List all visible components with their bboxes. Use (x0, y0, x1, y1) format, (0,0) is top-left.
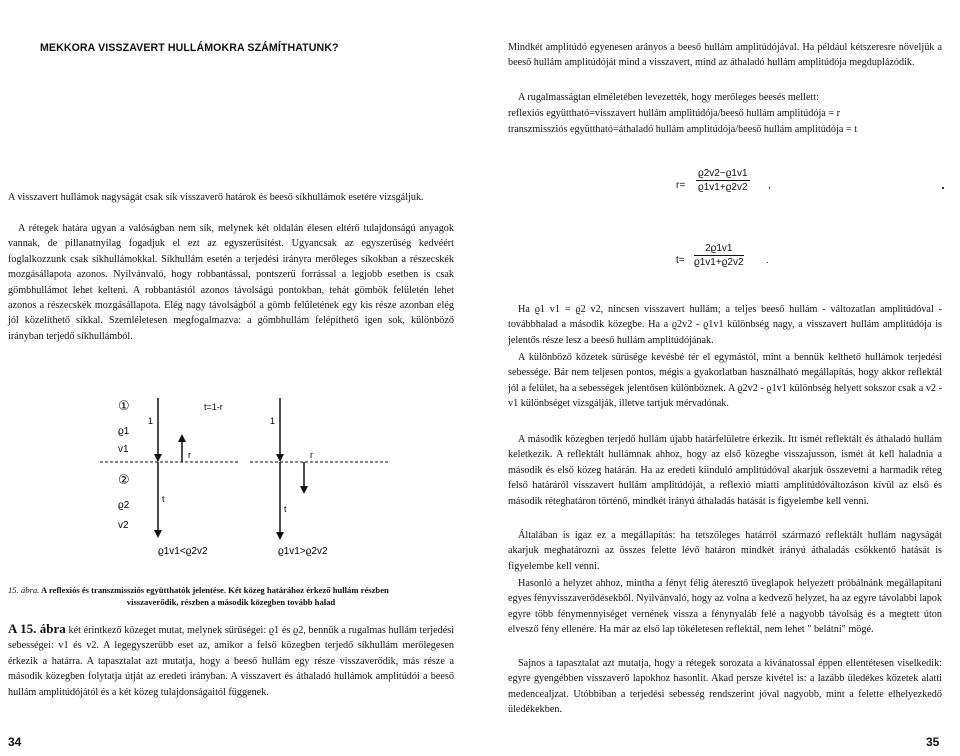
condition-left: ϱ1v1<ϱ2v2 (158, 546, 208, 557)
left-paragraph-2: A rétegek határa ugyan a valóságban nem sík, melynek két oldalán élesen eltérő tulajdonságú anyagok vannak, de pillanatnyilag fogadjuk el ezt az egyszerűsítést. Ugyancsak az egyszerűség kedvéért foglalkozzunk csak síkhullámokkal. Síkhullám esetén a terjedési irányra merőleges síkokban a részecskék mozgásállapota azonos. Nyilvánvaló, hogy robbantással, pontszerű forrással a legjobb esetben is csak gömbhullámot lehet kelteni. A robbantástól azonos távolságú pontokban, tehát gömbök felületén lehet azonos a részecskék mozgásállapota. Elég nagy távolságból a gömb felületének egy kis része azonban elég jól közelíthető síkkal. Szemléletesen megfogalmazva: a gömbhullám felépíthető igen sok, különböző irányban terjedő síkhullámból. (8, 223, 454, 342)
relation-label: t=1-r (204, 402, 223, 412)
circle-one: ① (118, 399, 130, 414)
figure-reference: A 15. ábra (8, 621, 66, 636)
right-paragraph-7: Hasonló a helyzet ahhoz, mintha a fényt félig áteresztő üveglapok helyezett próbálnánk megállapítani egyes fényvisszaverődésekből. Nyilvánvaló, hogy az volna a kedvező helyzet, ha az egyre távolabbi lapok egyre több fénymennyiséget vernének vissza a fénynyaláb felé a nagyobb távolság és a megtett úton elvesző fény ellenére. Ha már az első lap tökéletesen reflektál, nem lehet " belátni" mögé. (508, 578, 942, 636)
left-paragraph-1: A visszavert hullámok nagyságát csak sík visszaverő határok és beeső síkhullámok esetére vizsgáljuk. (8, 192, 424, 203)
incident-one-right: 1 (270, 416, 276, 426)
formula-t-fraction (694, 243, 744, 268)
v1-label: v1 (118, 444, 129, 455)
left-paragraph-3 (8, 621, 454, 700)
incident-one-left: 1 (148, 416, 154, 426)
transmission-coefficient-definition: transzmissziós együttható=áthaladó hullám amplitúdója/beeső hullám amplitúdója = t (508, 124, 858, 135)
formula-t-lhs: t= (676, 255, 685, 266)
rho1-label: ϱ1 (118, 426, 130, 437)
right-paragraph-1: Mindkét amplitúdó egyenesen arányos a beeső hullám amplitúdójával. Ha például kétszeresre növeljük a beeső hullám amplitúdóját mind a visszavert, mind az áthaladó hullám amplitúdója megduplázódik. (508, 42, 942, 69)
formula-r-denominator: ϱ1v1+ϱ2v2 (698, 182, 748, 193)
page-number-right: 35 (926, 735, 940, 749)
formula-r-tail: , (768, 180, 771, 191)
condition-right: ϱ1v1>ϱ2v2 (278, 546, 328, 557)
section-title: MEKKORA VISSZAVERT HULLÁMOKRA SZÁMÍTHATUNK? (40, 42, 339, 54)
formula-r-lhs: r= (676, 180, 686, 191)
right-paragraph-8: Sajnos a tapasztalat azt mutatja, hogy a rétegek sorozata a kívánatossal éppen ellentétesen viselkedik: egyre gyengébben visszaverő lapokhoz hasonlít. Akad persze kivétel is: a lazább üledékes kőzetek alatti medencealjzat. Utóbbiban a terjedési sebesség rendszerint jóval nagyobb, mint a felette elhelyezkedő üledékekben. (508, 658, 942, 716)
r-label-right: r (310, 450, 313, 460)
figure-caption (8, 584, 454, 608)
v2-label: v2 (118, 520, 129, 531)
formula-r-fraction (696, 168, 750, 193)
reflection-figure (100, 396, 400, 576)
right-paragraph-4: A különböző kőzetek sűrűsége kevésbé tér el egymástól, mint a bennük kelthető hullámok terjedési sebessége. Bár nem teljesen pontos, mégis a gyakorlatban használható megállapítás, hogy akkor reflektál jól a felület, ha a sebességek jelentősen különböznek. A ϱ2v2 - ϱ1v1 különbség helyett sokszor csak a v2 - v1 különbséget vizsgálják, illetve tartjuk mérvadónak. (508, 352, 942, 410)
right-paragraph-5: A második közegben terjedő hullám újabb határfelületre érkezik. Itt ismét reflektált és áthaladó hullám keletkezik. A reflektált hullámnak ahhoz, hogy az első közegbe visszajusson, ismét át kell haladnia a második és első közeg határán. Ha az eredeti kiinduló amplitúdóval akarjuk összevetni a harmadik réteg felső határáról visszavert hullám amplitúdóját, a reflexió miatti amplitúdóváltozáson kívül az első és második réteghatáron történő, mindkét irányú áthaladás hatását is figyelembe kell venni. (508, 434, 942, 507)
left-paragraph-3-text: két érintkező közeget mutat, melynek sűrűségei: ϱ1 és ϱ2, bennük a rugalmas hullám terjedési sebességei: v1 és v2. A legegyszerűbb eset az, amikor a felső közegben terjedő síkhullám merőlegesen érkezik a határra. A tapasztalat azt mutatja, hogy a beeső hullám egy része visszaverődik, más része a második közegben folytatja útját az eredeti irányban. A visszavert és áthaladó hullámok amplitúdói a beeső hullám amplitúdójától és a két közeg tulajdonságaitól függenek. (8, 625, 455, 698)
t-label-left: t (162, 494, 165, 504)
caption-line-2: visszaverődik, részben a második közegben tovább halad (126, 597, 336, 607)
circle-two: ② (118, 473, 130, 488)
rho2-label: ϱ2 (118, 500, 130, 511)
right-paragraph-2: A rugalmasságtan elméletében levezették, hogy merőleges beesés mellett: (518, 92, 819, 103)
caption-line-1: A reflexiós és transzmissziós együtthatók jelentése. Két közeg határához érkező hullám részben (40, 585, 389, 595)
right-paragraph-3: Ha ϱ1 v1 = ϱ2 v2, nincsen visszavert hullám; a teljes beeső hullám - változatlan amplitúdóval - továbbhalad a második közegbe. Ha a ϱ2v2 - ϱ1v1 különbség nagy, a visszavert hullám amplitúdója is jelentős része lesz a beeső hullám amplitúdójának. (508, 304, 942, 346)
formula-r-numerator: ϱ2v2−ϱ1v1 (698, 168, 748, 179)
t-label-right: t (284, 504, 287, 514)
page-number-left: 34 (8, 735, 22, 749)
caption-label: 15. ábra. (8, 585, 40, 595)
formula-t-tail: . (766, 255, 769, 266)
formula-t-denominator: ϱ1v1+ϱ2v2 (694, 257, 744, 268)
reflection-coefficient-definition: reflexiós együttható=visszavert hullám amplitúdója/beeső hullám amplitúdója = r (508, 108, 841, 119)
stray-dot (942, 187, 944, 189)
right-paragraph-6: Általában is igaz ez a megállapítás: ha tetszőleges határról származó reflektált hullám nagyságát akarjuk meghatározni az összes felette lévő határon mindkét irányú áthaladás csökkentő hatását is figyelembe kell venni. (508, 530, 942, 572)
r-label-left: r (188, 450, 191, 460)
formula-t-numerator: 2ϱ1v1 (694, 243, 744, 256)
